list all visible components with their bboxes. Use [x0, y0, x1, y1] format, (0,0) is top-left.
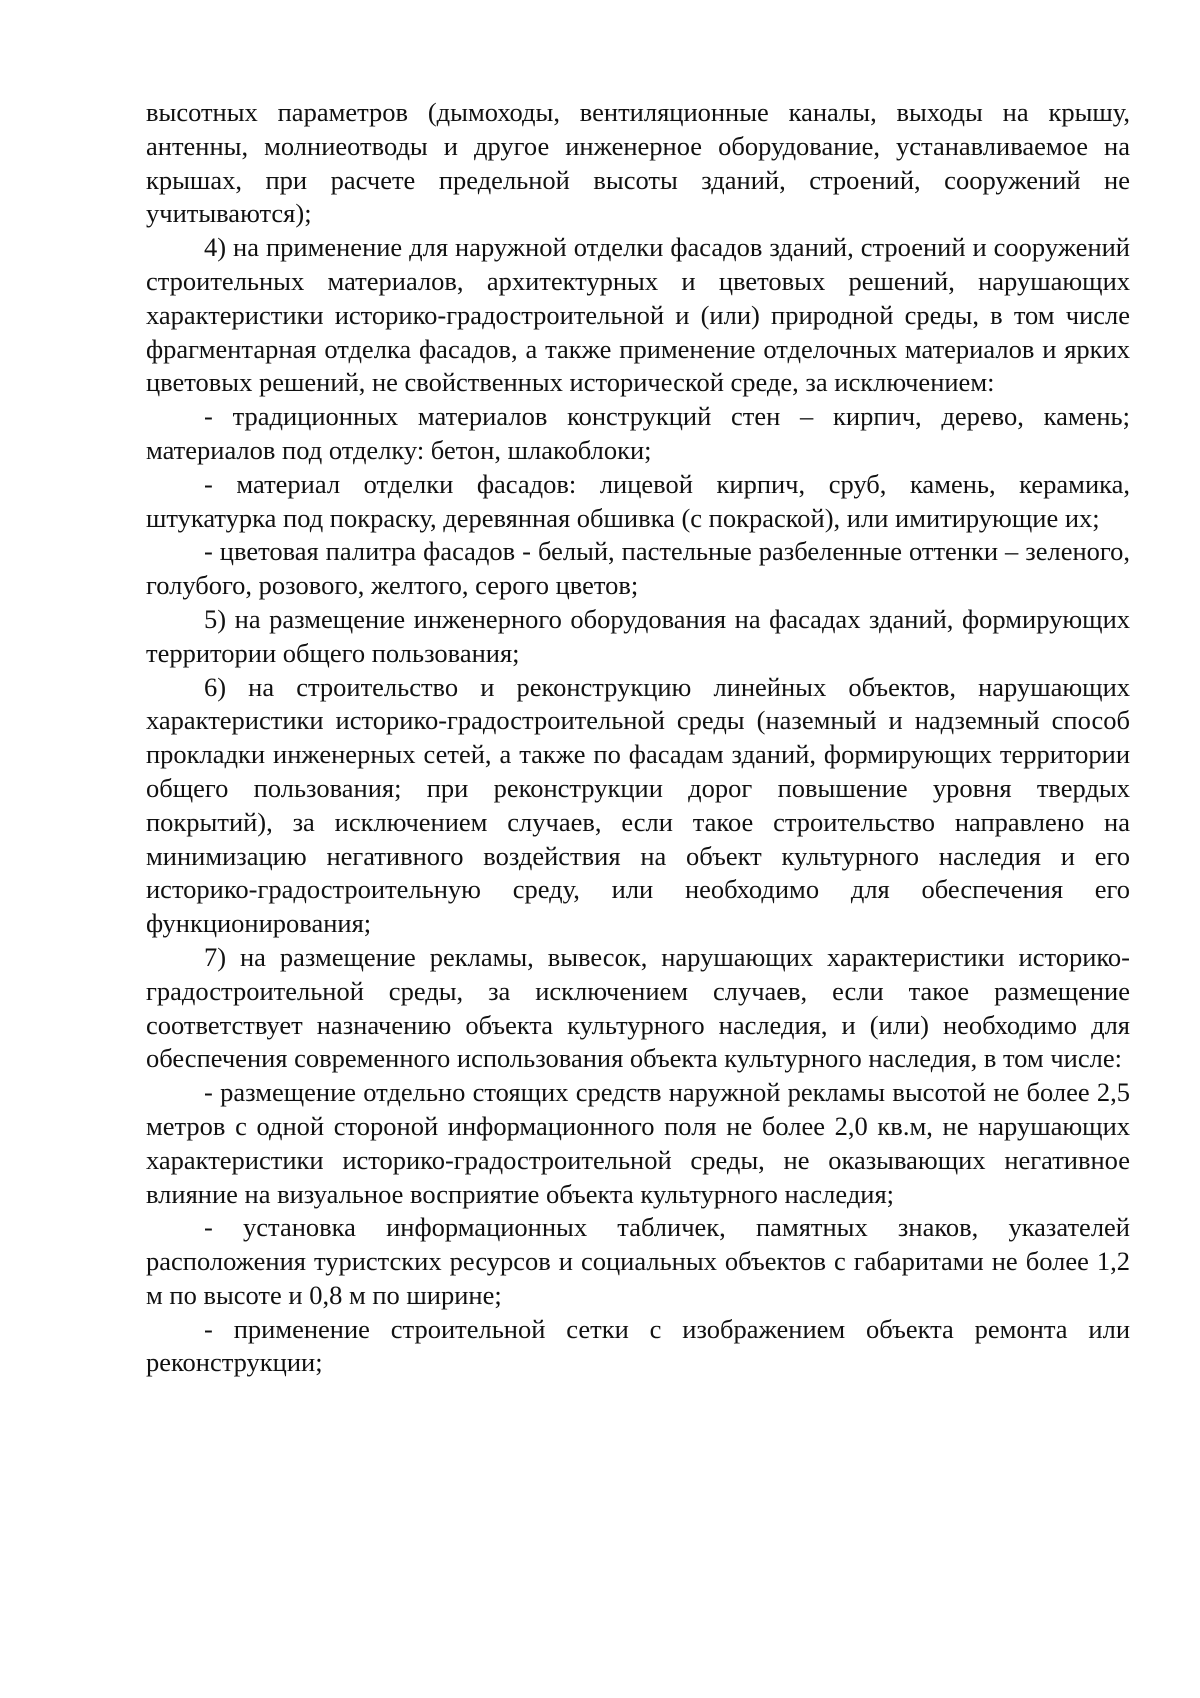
paragraph-construction-mesh: - применение строительной сетки с изображением объекта ремонта или реконструкции; [146, 1313, 1130, 1378]
paragraph-outdoor-advertising: - размещение отдельно стоящих средств наружной рекламы высотой не более 2,5 метров с одной стороной информационного поля не более 2,0 кв.м, не нарушающих характеристики историко-градостроительной среды, не оказывающих негативное влияние на визуальное восприятие объекта культурного наследия; [146, 1077, 1130, 1209]
paragraph-item-6-linear-objects: 6) на строительство и реконструкцию линейных объектов, нарушающих характеристики историко-градостроительной среды (наземный и надземный способ прокладки инженерных сетей, а также по фасадам зданий, формирующих территории общего пользования; при реконструкции дорог повышение уровня твердых покрытий), за исключением случаев, если такое строительство направлено на минимизацию негативного воздействия на объект культурного наследия и его историко-градостроительную среду, или необходимо для обеспечения его функционирования; [146, 671, 1130, 939]
paragraph-traditional-materials: - традиционных материалов конструкций стен – кирпич, дерево, камень; материалов под отделку: бетон, шлакоблоки; [146, 401, 1130, 465]
paragraph-height-parameters: высотных параметров (дымоходы, вентиляционные каналы, выходы на крышу, антенны, молниеотводы и другое инженерное оборудование, устанавливаемое на крышах, при расчете предельной высоты зданий, строений, сооружений не учитываются); [146, 97, 1130, 229]
document-body [146, 96, 1130, 1380]
paragraph-information-plates: - установка информационных табличек, памятных знаков, указателей расположения туристских ресурсов и социальных объектов с габаритами не более 1,2 м по высоте и 0,8 м по ширине; [146, 1212, 1130, 1310]
paragraph-facade-finishing-material: - материал отделки фасадов: лицевой кирпич, сруб, камень, керамика, штукатурка под покраску, деревянная обшивка (с покраской), или имитирующие их; [146, 468, 1130, 533]
paragraph-color-palette: - цветовая палитра фасадов - белый, пастельные разбеленные оттенки – зеленого, голубого, розового, желтого, серого цветов; [146, 536, 1130, 601]
paragraph-item-5-engineering-equipment: 5) на размещение инженерного оборудования на фасадах зданий, формирующих территории общего пользования; [146, 603, 1130, 668]
paragraph-item-7-advertising: 7) на размещение рекламы, вывесок, нарушающих характеристики историко-градостроительной среды, за исключением случаев, если такое размещение соответствует назначению объекта культурного наследия, и (или) необходимо для обеспечения современного использования объекта культурного наследия, в том числе: [146, 941, 1130, 1074]
paragraph-item-4-facade-finishing: 4) на применение для наружной отделки фасадов зданий, строений и сооружений строительных материалов, архитектурных и цветовых решений, нарушающих характеристики историко-градостроительной и (или) природной среды, в том числе фрагментарная отделка фасадов, а также применение отделочных материалов и ярких цветовых решений, не свойственных исторической среде, за исключением: [146, 232, 1130, 398]
